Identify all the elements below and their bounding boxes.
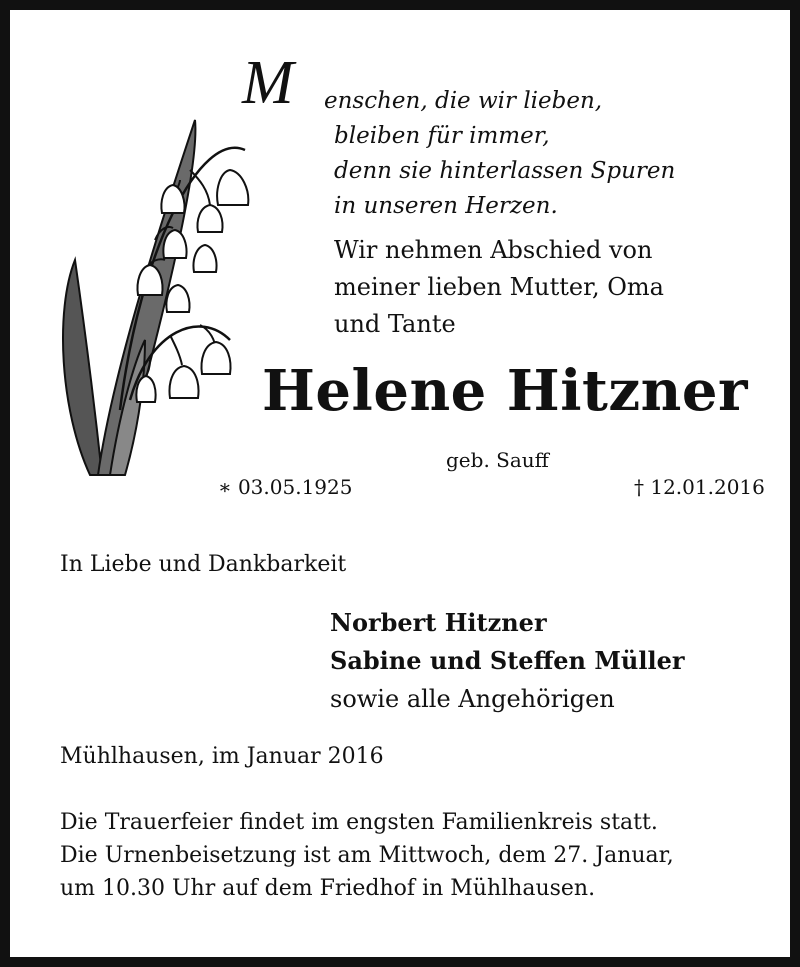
mourner-name: Sabine und Steffen Müller bbox=[330, 646, 685, 675]
ceremony-info bbox=[60, 806, 674, 905]
intro-line: Wir nehmen Abschied von bbox=[334, 236, 653, 264]
mourner-name: Norbert Hitzner bbox=[330, 608, 547, 637]
mourners-list bbox=[330, 604, 685, 718]
birth-date: ∗ 03.05.1925 bbox=[218, 475, 353, 499]
closing-line: In Liebe und Dankbarkeit bbox=[60, 552, 347, 577]
quote-line: bleiben für immer, bbox=[334, 123, 550, 149]
quote-initial: M bbox=[242, 49, 294, 117]
info-line: um 10.30 Uhr auf dem Friedhof in Mühlhausen. bbox=[60, 876, 596, 901]
lily-of-the-valley-icon bbox=[50, 110, 250, 480]
death-date: † 12.01.2016 bbox=[634, 475, 765, 499]
intro-line: und Tante bbox=[334, 310, 456, 338]
quote-line: denn sie hinterlassen Spuren bbox=[334, 158, 676, 184]
info-line: Die Urnenbeisetzung ist am Mittwoch, dem 27. Januar, bbox=[60, 843, 674, 868]
intro-line: meiner lieben Mutter, Oma bbox=[334, 273, 664, 301]
quote-line: in unseren Herzen. bbox=[334, 193, 558, 219]
deceased-name: Helene Hitzner bbox=[262, 358, 748, 424]
birth-name: geb. Sauff bbox=[446, 448, 549, 472]
mourner-relatives: sowie alle Angehörigen bbox=[330, 685, 615, 713]
farewell-intro bbox=[334, 232, 664, 343]
info-line: Die Trauerfeier findet im engsten Familienkreis statt. bbox=[60, 810, 658, 835]
quote-line: enschen, die wir lieben, bbox=[324, 88, 603, 114]
place-date: Mühlhausen, im Januar 2016 bbox=[60, 744, 384, 769]
